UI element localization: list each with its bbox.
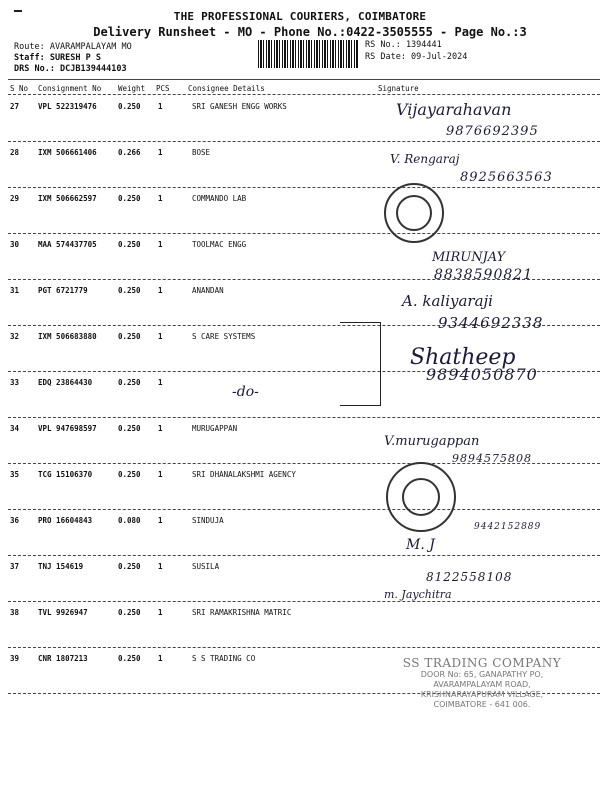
row-pcs: 1 xyxy=(158,516,163,525)
handwritten-signature: MIRUNJAY xyxy=(432,250,506,265)
company-stamp-line-2: AVARAMPALAYAM ROAD, xyxy=(433,680,531,689)
row-weight: 0.250 xyxy=(118,562,141,571)
row-weight: 0.266 xyxy=(118,148,141,157)
row-sno: 39 xyxy=(10,654,20,663)
col-header-signature: Signature xyxy=(378,84,419,93)
row-pcs: 1 xyxy=(158,240,163,249)
row-sno: 29 xyxy=(10,194,20,203)
row-sno: 33 xyxy=(10,378,20,387)
staff-info: Staff: SURESH P S xyxy=(14,53,101,63)
row-consignee: BOSE xyxy=(192,148,211,157)
row-pcs: 1 xyxy=(158,378,163,387)
row-consignment-no: PRO 16604843 xyxy=(38,516,93,525)
barcode xyxy=(258,40,358,68)
row-weight: 0.250 xyxy=(118,470,141,479)
row-pcs: 1 xyxy=(158,102,163,111)
row-weight: 0.250 xyxy=(118,332,141,341)
row-pcs: 1 xyxy=(158,286,163,295)
row-sno: 36 xyxy=(10,516,20,525)
row-consignee: SUSILA xyxy=(192,562,220,571)
row-divider xyxy=(8,509,600,510)
row-weight: 0.250 xyxy=(118,240,141,249)
handwritten-phone: 9894050870 xyxy=(426,365,538,384)
row-weight: 0.250 xyxy=(118,608,141,617)
hand-drawn-bracket xyxy=(340,322,381,406)
row-sno: 38 xyxy=(10,608,20,617)
handwritten-signature: V.murugappan xyxy=(384,434,480,449)
row-pcs: 1 xyxy=(158,562,163,571)
header-rule-top xyxy=(8,79,600,80)
row-consignment-no: IXM 506683880 xyxy=(38,332,97,341)
row-pcs: 1 xyxy=(158,470,163,479)
row-divider xyxy=(8,417,600,418)
row-weight: 0.250 xyxy=(118,654,141,663)
row-pcs: 1 xyxy=(158,608,163,617)
col-header-consignment: Consignment No xyxy=(38,84,102,93)
handwritten-signature: Shatheep xyxy=(410,345,516,370)
shop-seal-inner xyxy=(402,478,440,516)
row-consignee: TOOLMAC ENGG xyxy=(192,240,247,249)
handwritten-signature: A. kaliyaraji xyxy=(402,292,493,310)
row-divider xyxy=(8,233,600,234)
row-weight: 0.250 xyxy=(118,378,141,387)
handwritten-phone: 9442152889 xyxy=(474,522,542,532)
document-title: THE PROFESSIONAL COURIERS, COIMBATORE xyxy=(173,10,427,23)
row-consignment-no: TVL 9926947 xyxy=(38,608,88,617)
handwritten-phone: 9894575808 xyxy=(452,452,532,465)
row-consignee: S CARE SYSTEMS xyxy=(192,332,256,341)
row-weight: 0.250 xyxy=(118,286,141,295)
company-seal-inner xyxy=(396,195,432,231)
row-divider xyxy=(8,141,600,142)
company-stamp-line-3: KRISHNARAYAPURAM VILLAGE, xyxy=(420,690,544,699)
handwritten-phone: 9876692395 xyxy=(446,124,539,139)
handwritten-phone: 8838590821 xyxy=(434,267,534,283)
row-divider xyxy=(8,647,600,648)
row-consignee: ANANDAN xyxy=(192,286,224,295)
handwritten-phone: 8925663563 xyxy=(460,170,553,185)
row-consignment-no: TNJ 154619 xyxy=(38,562,84,571)
table-row xyxy=(0,189,600,235)
document-subtitle: Delivery Runsheet - MO - Phone No.:0422-3505555 - Page No.:3 xyxy=(93,25,527,39)
row-consignee: MURUGAPPAN xyxy=(192,424,238,433)
row-sno: 34 xyxy=(10,424,20,433)
row-consignee: SINDUJA xyxy=(192,516,224,525)
col-header-pcs: PCS xyxy=(156,84,170,93)
row-divider xyxy=(8,555,600,556)
row-pcs: 1 xyxy=(158,332,163,341)
row-consignment-no: EDQ 23864430 xyxy=(38,378,93,387)
row-sno: 27 xyxy=(10,102,20,111)
col-header-consignee: Consignee Details xyxy=(188,84,265,93)
table-row xyxy=(0,465,600,511)
row-weight: 0.250 xyxy=(118,424,141,433)
row-consignment-no: MAA 574437705 xyxy=(38,240,97,249)
row-consignment-no: VPL 522319476 xyxy=(38,102,97,111)
ditto-mark: -do- xyxy=(232,384,259,400)
row-weight: 0.080 xyxy=(118,516,141,525)
route-info: Route: AVARAMPALAYAM MO xyxy=(14,42,132,52)
rs-number: RS No.: 1394441 xyxy=(365,40,442,50)
row-sno: 28 xyxy=(10,148,20,157)
row-consignee: S S TRADING CO xyxy=(192,654,256,663)
row-consignment-no: TCG 15106370 xyxy=(38,470,93,479)
handwritten-phone: 9344692338 xyxy=(438,314,544,332)
col-header-sno: S No xyxy=(10,84,29,93)
row-consignee: SRI RAMAKRISHNA MATRIC xyxy=(192,608,292,617)
row-sno: 32 xyxy=(10,332,20,341)
company-stamp-line-4: COIMBATORE - 641 006. xyxy=(433,700,531,709)
row-pcs: 1 xyxy=(158,148,163,157)
header-rule-bottom xyxy=(8,94,600,95)
handwritten-signature: V. Rengaraj xyxy=(390,152,460,166)
row-pcs: 1 xyxy=(158,424,163,433)
row-sno: 35 xyxy=(10,470,20,479)
row-divider xyxy=(8,601,600,602)
table-row xyxy=(0,511,600,557)
table-row xyxy=(0,603,600,649)
ss-trading-company-stamp xyxy=(372,656,592,716)
row-pcs: 1 xyxy=(158,654,163,663)
company-stamp-line-1: DOOR No: 65, GANAPATHY PO, xyxy=(420,670,544,679)
row-weight: 0.250 xyxy=(118,102,141,111)
row-consignment-no: PGT 6721779 xyxy=(38,286,88,295)
row-divider xyxy=(8,187,600,188)
handwritten-signature: M. J xyxy=(406,537,435,553)
row-sno: 31 xyxy=(10,286,20,295)
handwritten-phone: 8122558108 xyxy=(426,570,513,584)
row-weight: 0.250 xyxy=(118,194,141,203)
row-consignment-no: IXM 506661406 xyxy=(38,148,97,157)
row-consignment-no: CNR 1807213 xyxy=(38,654,88,663)
row-consignee: SRI GANESH ENGG WORKS xyxy=(192,102,287,111)
row-sno: 37 xyxy=(10,562,20,571)
row-pcs: 1 xyxy=(158,194,163,203)
drs-number: DRS No.: DCJB139444103 xyxy=(14,64,127,74)
row-sno: 30 xyxy=(10,240,20,249)
row-consignment-no: VPL 947698597 xyxy=(38,424,97,433)
col-header-weight: Weight xyxy=(118,84,146,93)
company-stamp-name: SS TRADING COMPANY xyxy=(402,656,562,670)
handwritten-signature: m. Jaychitra xyxy=(384,588,452,601)
rs-date: RS Date: 09-Jul-2024 xyxy=(365,52,468,62)
row-consignee: COMMANDO LAB xyxy=(192,194,247,203)
handwritten-signature: Vijayarahavan xyxy=(396,100,512,119)
row-consignee: SRI DHANALAKSHMI AGENCY xyxy=(192,470,296,479)
row-consignment-no: IXM 506662597 xyxy=(38,194,97,203)
